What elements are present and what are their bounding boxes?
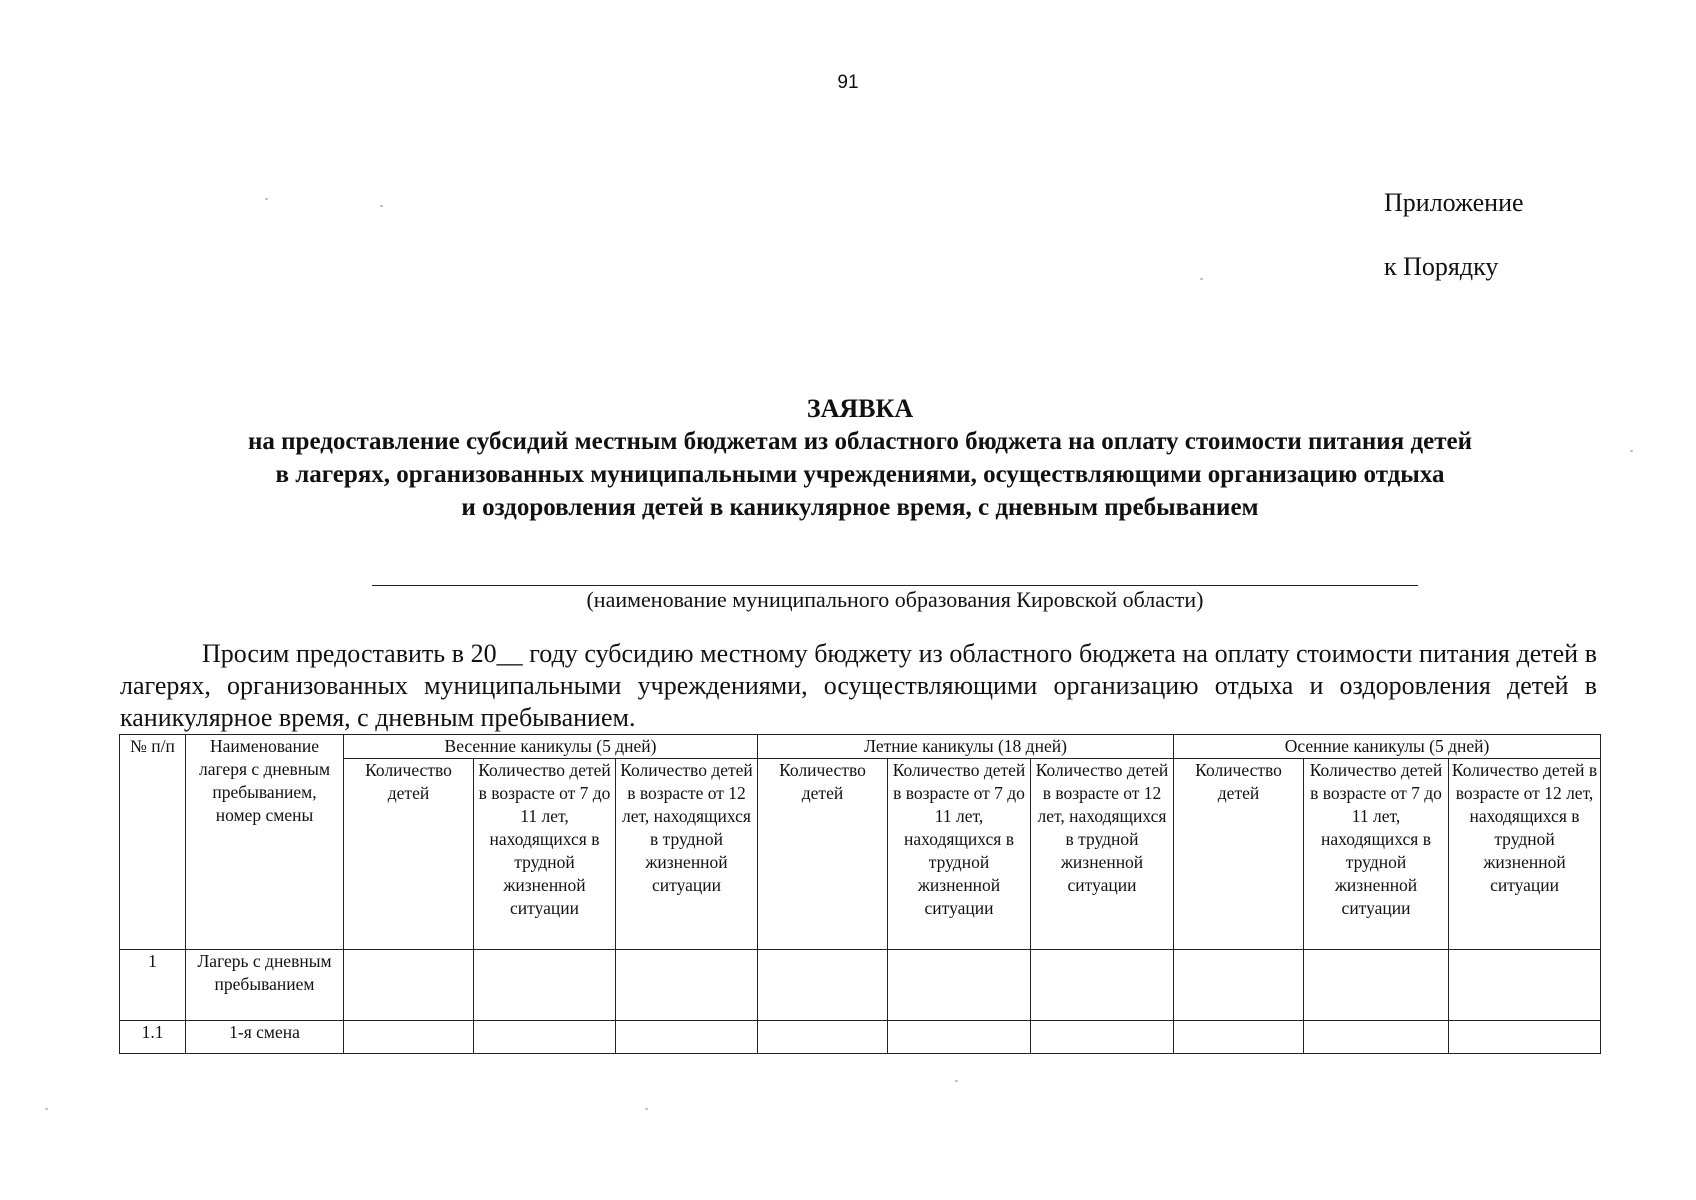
header-summer: Летние каникулы (18 дней) [758,735,1174,759]
table-cell [616,1021,758,1054]
table-cell [1449,950,1601,1021]
header-camp-name: Наименование лагеря с дневным пребыванием, номер смены [186,735,344,950]
header-spring: Весенние каникулы (5 дней) [344,735,758,759]
appendix-label [1384,188,1524,282]
scan-speck [380,205,383,207]
table-cell [474,1021,616,1054]
header-number: № п/п [120,735,186,950]
table-cell [1031,950,1174,1021]
scan-speck [1200,278,1203,280]
appendix-line-1: Приложение [1384,188,1524,217]
title-line-1: на предоставление субсидий местным бюджетам из областного бюджета на оплату стоимости питания детей [248,428,1472,455]
row-number: 1.1 [120,1021,186,1054]
scan-speck [645,1108,648,1110]
table-cell [1174,1021,1304,1054]
municipality-caption: (наименование муниципального образования Кировской области) [586,587,1204,612]
scan-speck [1630,450,1633,452]
appendix-line-2: к Порядку [1384,252,1499,281]
table-cell [758,1021,888,1054]
table-cell [1174,950,1304,1021]
table-cell [344,950,474,1021]
table-header-row-1 [120,735,1601,759]
scan-speck [265,198,268,200]
header-spring-count: Количество детей [344,759,474,950]
scan-speck [45,1108,48,1110]
table-cell [1304,1021,1449,1054]
row-camp-name: 1-я смена [186,1021,344,1054]
header-spring-age-12: Количество детей в возрасте от 12 лет, находящихся в трудной жизненной ситуации [616,759,758,950]
table-cell [1304,950,1449,1021]
application-table [119,734,1601,1054]
row-number: 1 [120,950,186,1021]
municipality-blank-line [372,585,1418,586]
title-line-2: в лагерях, организованных муниципальными учреждениями, осуществляющими организацию отдыха [275,461,1445,488]
table-cell [474,950,616,1021]
table-cell [888,950,1031,1021]
table-row [120,1021,1601,1054]
header-summer-age-7-11: Количество детей в возрасте от 7 до 11 лет, находящихся в трудной жизненной ситуации [888,759,1031,950]
table-cell [888,1021,1031,1054]
header-autumn-age-7-11: Количество детей в возрасте от 7 до 11 лет, находящихся в трудной жизненной ситуации [1304,759,1449,950]
header-autumn-count: Количество детей [1174,759,1304,950]
header-spring-age-7-11: Количество детей в возрасте от 7 до 11 лет, находящихся в трудной жизненной ситуации [474,759,616,950]
header-summer-age-12: Количество детей в возрасте от 12 лет, находящихся в трудной жизненной ситуации [1031,759,1174,950]
table-cell [758,950,888,1021]
document-title [120,392,1600,524]
scan-speck [955,1080,958,1082]
page-number: 91 [837,72,859,93]
request-paragraph: Просим предоставить в 20__ году субсидию местному бюджету из областного бюджета на оплату стоимости питания детей в лагерях, организованных муниципальными учреждениями, осуществляющими организацию отдыха и оздоровления детей в каникулярное время, с дневным пребыванием. [120,639,1597,732]
title-line-3: и оздоровления детей в каникулярное время, с дневным пребыванием [461,494,1259,521]
header-autumn-age-12: Количество детей в возрасте от 12 лет, находящихся в трудной жизненной ситуации [1449,759,1601,950]
table-cell [1031,1021,1174,1054]
table-row [120,950,1601,1021]
header-autumn: Осенние каникулы (5 дней) [1174,735,1601,759]
table-cell [344,1021,474,1054]
title-main: ЗАЯВКА [806,394,914,423]
table-cell [616,950,758,1021]
table-cell [1449,1021,1601,1054]
header-summer-count: Количество детей [758,759,888,950]
row-camp-name: Лагерь с дневным пребыванием [186,950,344,1021]
